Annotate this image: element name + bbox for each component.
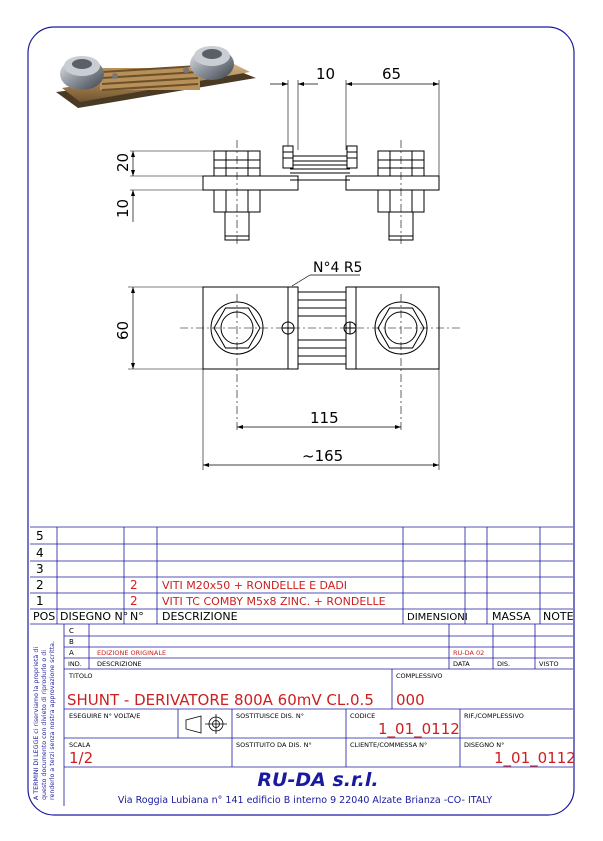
plan-view — [128, 275, 460, 470]
row-pos: 2 — [36, 578, 44, 592]
drawing-no-value: 1_01_0112 — [494, 749, 576, 767]
company-address: Via Roggia Lubiana n° 141 edificio B interno 9 22040 Alzate Brianza -CO- ITALY — [117, 795, 493, 806]
row-qty: 2 — [130, 578, 138, 592]
row-description: VITI TC COMBY M5x8 ZINC. + RONDELLE — [162, 595, 386, 608]
rev-ind: C — [69, 627, 74, 635]
assembly-label: COMPLESSIVO — [396, 672, 443, 680]
code-value: 1_01_0112 — [378, 720, 460, 738]
row-pos: 1 — [36, 594, 44, 608]
revisions-table — [68, 627, 559, 668]
rev-description: EDIZIONE ORIGINALE — [97, 649, 167, 657]
legal-notice: A TERMINI DI LEGGE ci riserviamo la proprietà di questo documento con divieto di riprodurlo o di renderlo a terzi senza nostra approvazione scritta. — [33, 641, 56, 800]
row-pos: 4 — [36, 546, 44, 560]
rev-date: RU-DA 02 — [453, 649, 485, 657]
row-pos: 3 — [36, 562, 44, 576]
replaced-by-label: SOSTITUITO DA DIS. N° — [236, 741, 312, 749]
dim-overall-length: ~165 — [302, 447, 344, 465]
dim-holes-label: N°4 R5 — [313, 260, 363, 276]
client-label: CLIENTE/COMMESSA N° — [350, 741, 428, 749]
projection-symbol — [186, 714, 227, 734]
dim-plan-height: 60 — [114, 320, 132, 340]
row-description: VITI M20x50 + RONDELLE E DADI — [162, 579, 348, 592]
title-label: TITOLO — [69, 672, 93, 680]
drawing-title: SHUNT - DERIVATORE 800A 60mV CL.0.5 — [67, 691, 374, 709]
header-drawing: DISEGNO N° — [60, 610, 129, 623]
dim-hole-spacing: 115 — [310, 409, 339, 427]
dim-side-height: 20 — [114, 152, 132, 172]
drawing-no-label: DISEGNO N° — [464, 741, 505, 749]
header-notes: NOTE — [543, 610, 574, 623]
code-label: CODICE — [350, 712, 376, 720]
rev-header-date: DATA — [453, 660, 470, 668]
rev-ind: A — [69, 649, 74, 657]
header-description: DESCRIZIONE — [162, 610, 238, 623]
rev-header-ind: IND. — [68, 660, 82, 668]
ref-label: RIF./COMPLESSIVO — [464, 712, 524, 720]
row-pos: 5 — [36, 529, 44, 543]
row-qty: 2 — [130, 594, 138, 608]
header-pos: POS — [33, 610, 56, 623]
scale-value: 1/2 — [69, 749, 94, 767]
scale-label: SCALA — [69, 741, 91, 749]
dim-top-gap: 10 — [316, 65, 336, 83]
header-dimensions: DIMENSIONI — [407, 612, 468, 623]
side-view — [130, 80, 439, 246]
rev-ind: B — [69, 638, 74, 646]
rev-header-drawn: DIS. — [497, 660, 511, 668]
title-block — [67, 672, 576, 768]
dim-top-right: 65 — [382, 65, 402, 83]
executed-label: ESEGUIRE N° VOLTA/E — [69, 712, 141, 720]
product-photo — [56, 46, 256, 108]
header-qty: N° — [130, 610, 144, 623]
header-mass: MASSA — [492, 610, 531, 623]
rev-header-description: DESCRIZIONE — [97, 660, 142, 668]
rev-header-checked: VISTO — [539, 660, 559, 668]
dim-side-thread: 10 — [114, 198, 132, 218]
assembly-value: 000 — [396, 691, 425, 709]
company-name: RU-DA s.r.l. — [257, 769, 379, 791]
replaces-label: SOSTITUISCE DIS. N° — [236, 712, 305, 720]
